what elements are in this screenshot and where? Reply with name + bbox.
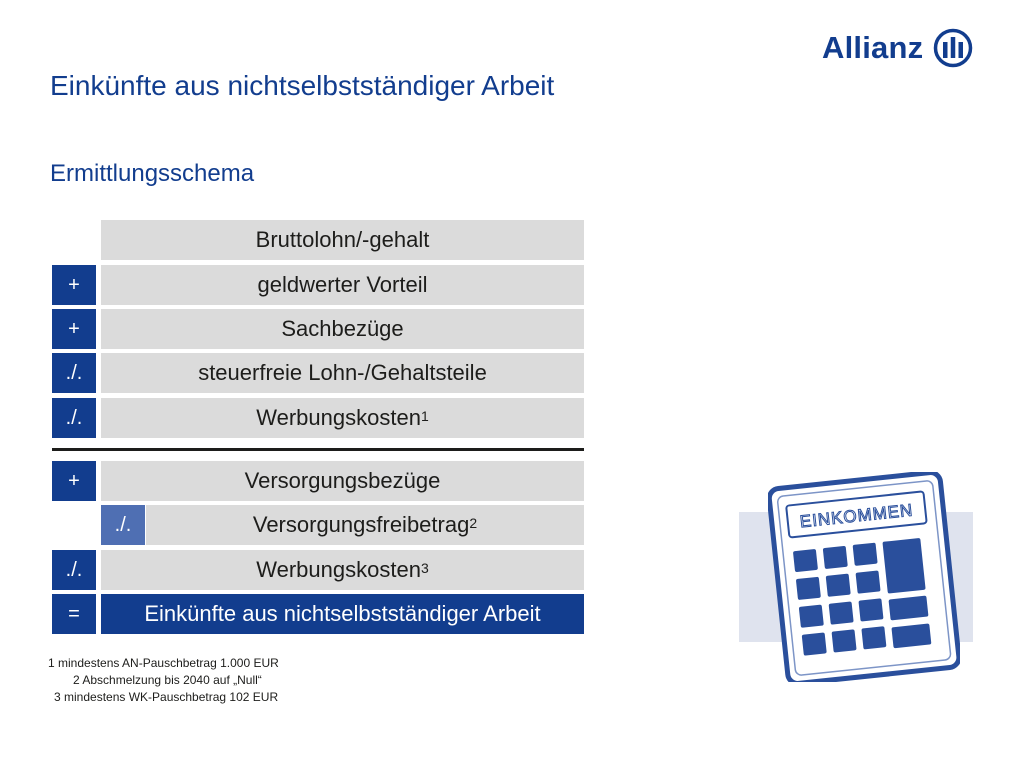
footnote-3: 3 mindestens WK-Pauschbetrag 102 EUR	[54, 690, 279, 704]
row-label: steuerfreie Lohn-/Gehaltsteile	[198, 360, 487, 385]
row-label: geldwerter Vorteil	[257, 272, 428, 297]
operator-plus: +	[52, 461, 96, 501]
operator-minus: ./.	[52, 550, 96, 590]
operator-minus-inner: ./.	[101, 505, 145, 545]
row-label: Einkünfte aus nichtselbstständiger Arbeit	[144, 601, 541, 626]
scheme-row-tax-free-components	[101, 353, 584, 393]
footnote-ref: 2	[469, 515, 478, 531]
row-label: Versorgungsfreibetrag	[252, 512, 470, 537]
row-label: Sachbezüge	[281, 316, 404, 341]
footnote-2: 2 Abschmelzung bis 2040 auf „Null“	[73, 673, 262, 687]
operator-minus: ./.	[52, 353, 96, 393]
calculator-icon	[768, 472, 960, 682]
scheme-row-benefits-in-kind	[101, 309, 584, 349]
footnote-ref: 1	[420, 408, 429, 424]
scheme-row-result	[101, 594, 584, 634]
row-label: Bruttolohn/-gehalt	[255, 227, 430, 252]
section-divider	[52, 448, 584, 451]
scheme-row-pension-related-expenses	[101, 550, 584, 590]
logo-text: Allianz	[822, 30, 924, 65]
row-label: Versorgungsbezüge	[244, 468, 441, 493]
scheme-row-pension-allowance	[146, 505, 584, 545]
scheme-row-income-related-expenses	[101, 398, 584, 438]
footnote-1: 1 mindestens AN-Pauschbetrag 1.000 EUR	[48, 656, 279, 670]
section-subtitle: Ermittlungsschema	[50, 160, 255, 187]
row-label: Werbungskosten	[256, 405, 421, 430]
operator-plus: +	[52, 309, 96, 349]
operator-equals: =	[52, 594, 96, 634]
footnotes	[48, 655, 279, 706]
scheme-row-monetary-benefit	[101, 265, 584, 305]
operator-plus: +	[52, 265, 96, 305]
operator-minus: ./.	[52, 398, 96, 438]
scheme-row-pension-payments	[101, 461, 584, 501]
scheme-row-gross-salary	[101, 220, 584, 260]
footnote-ref: 3	[420, 560, 429, 576]
svg-text:EINKOMMEN: EINKOMMEN	[798, 500, 915, 532]
row-label: Werbungskosten	[256, 557, 421, 582]
page-title: Einkünfte aus nichtselbstständiger Arbeit	[50, 70, 555, 101]
